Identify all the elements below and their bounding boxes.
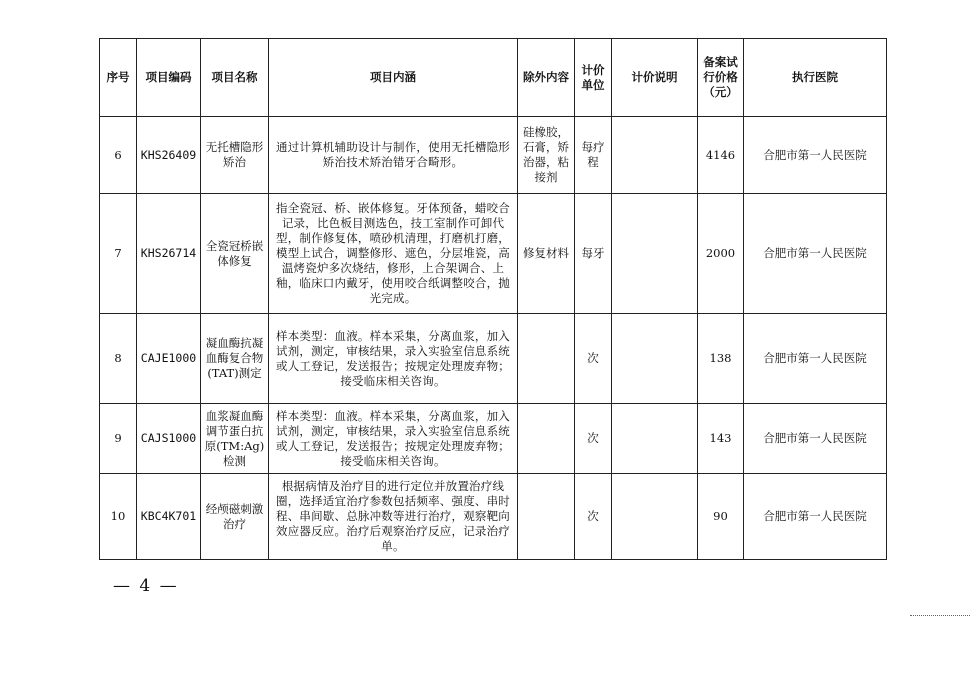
header-no: 序号	[100, 39, 137, 117]
cell-content: 样本类型：血液。样本采集，分离血浆，加入试剂，测定，审核结果，录入实验室信息系统或人工登记，发送报告；按规定处理废弃物；接受临床相关咨询。	[269, 404, 518, 474]
header-row	[100, 39, 887, 117]
cell-name: 凝血酶抗凝血酶复合物(TAT)测定	[201, 314, 269, 404]
cell-excluded: 硅橡胶，石膏，矫治器，粘接剂	[518, 117, 575, 194]
header-content: 项目内涵	[269, 39, 518, 117]
cell-name: 血浆凝血酶调节蛋白抗原(TM:Ag)检测	[201, 404, 269, 474]
cell-name: 无托槽隐形矫治	[201, 117, 269, 194]
cell-name: 经颅磁刺激治疗	[201, 474, 269, 560]
header-excluded: 除外内容	[518, 39, 575, 117]
table-row	[100, 474, 887, 560]
table-row	[100, 314, 887, 404]
table-row	[100, 404, 887, 474]
cell-price: 143	[698, 404, 744, 474]
cell-excluded	[518, 314, 575, 404]
cell-code: CAJS1000	[137, 404, 201, 474]
cell-excluded: 修复材料	[518, 194, 575, 314]
cell-unit: 次	[575, 404, 612, 474]
cell-content: 根据病情及治疗目的进行定位并放置治疗线圈，选择适宜治疗参数包括频率、强度、串时程、串间歇、总脉冲数等进行治疗，观察靶向效应器反应。治疗后观察治疗反应，记录治疗单。	[269, 474, 518, 560]
cell-name: 全瓷冠桥嵌体修复	[201, 194, 269, 314]
cell-code: KHS26409	[137, 117, 201, 194]
cell-hospital: 合肥市第一人民医院	[744, 117, 887, 194]
price-table	[99, 38, 887, 560]
page-number: — 4 —	[113, 576, 179, 596]
cell-no: 7	[100, 194, 137, 314]
cell-hospital: 合肥市第一人民医院	[744, 474, 887, 560]
cell-pricing-note	[612, 474, 698, 560]
cell-unit: 每疗程	[575, 117, 612, 194]
cell-no: 6	[100, 117, 137, 194]
table-row	[100, 194, 887, 314]
divider	[910, 615, 970, 616]
cell-code: CAJE1000	[137, 314, 201, 404]
cell-unit: 次	[575, 314, 612, 404]
cell-code: KHS26714	[137, 194, 201, 314]
cell-price: 4146	[698, 117, 744, 194]
header-pricing-note: 计价说明	[612, 39, 698, 117]
header-hospital: 执行医院	[744, 39, 887, 117]
header-unit: 计价单位	[575, 39, 612, 117]
cell-hospital: 合肥市第一人民医院	[744, 404, 887, 474]
cell-pricing-note	[612, 194, 698, 314]
cell-price: 2000	[698, 194, 744, 314]
cell-pricing-note	[612, 117, 698, 194]
table-row	[100, 117, 887, 194]
cell-no: 9	[100, 404, 137, 474]
cell-content: 样本类型：血液。样本采集，分离血浆，加入试剂，测定，审核结果，录入实验室信息系统或人工登记，发送报告；按规定处理废弃物；接受临床相关咨询。	[269, 314, 518, 404]
header-code: 项目编码	[137, 39, 201, 117]
cell-pricing-note	[612, 404, 698, 474]
cell-price: 138	[698, 314, 744, 404]
header-price: 备案试行价格（元）	[698, 39, 744, 117]
cell-hospital: 合肥市第一人民医院	[744, 314, 887, 404]
cell-code: KBC4K701	[137, 474, 201, 560]
cell-pricing-note	[612, 314, 698, 404]
cell-excluded	[518, 404, 575, 474]
cell-hospital: 合肥市第一人民医院	[744, 194, 887, 314]
cell-content: 指全瓷冠、桥、嵌体修复。牙体预备，蜡咬合记录，比色板目测选色，技工室制作可卸代型，制作修复体，喷砂机清理，打磨机打磨，模型上试合，调整修形、遮色，分层堆瓷，高温烤瓷炉多次烧结，修形，上合架调合、上釉，临床口内戴牙，使用咬合纸调整咬合，抛光完成。	[269, 194, 518, 314]
cell-excluded	[518, 474, 575, 560]
cell-unit: 次	[575, 474, 612, 560]
cell-no: 8	[100, 314, 137, 404]
cell-unit: 每牙	[575, 194, 612, 314]
cell-content: 通过计算机辅助设计与制作，使用无托槽隐形矫治技术矫治错牙合畸形。	[269, 117, 518, 194]
cell-price: 90	[698, 474, 744, 560]
cell-no: 10	[100, 474, 137, 560]
header-name: 项目名称	[201, 39, 269, 117]
